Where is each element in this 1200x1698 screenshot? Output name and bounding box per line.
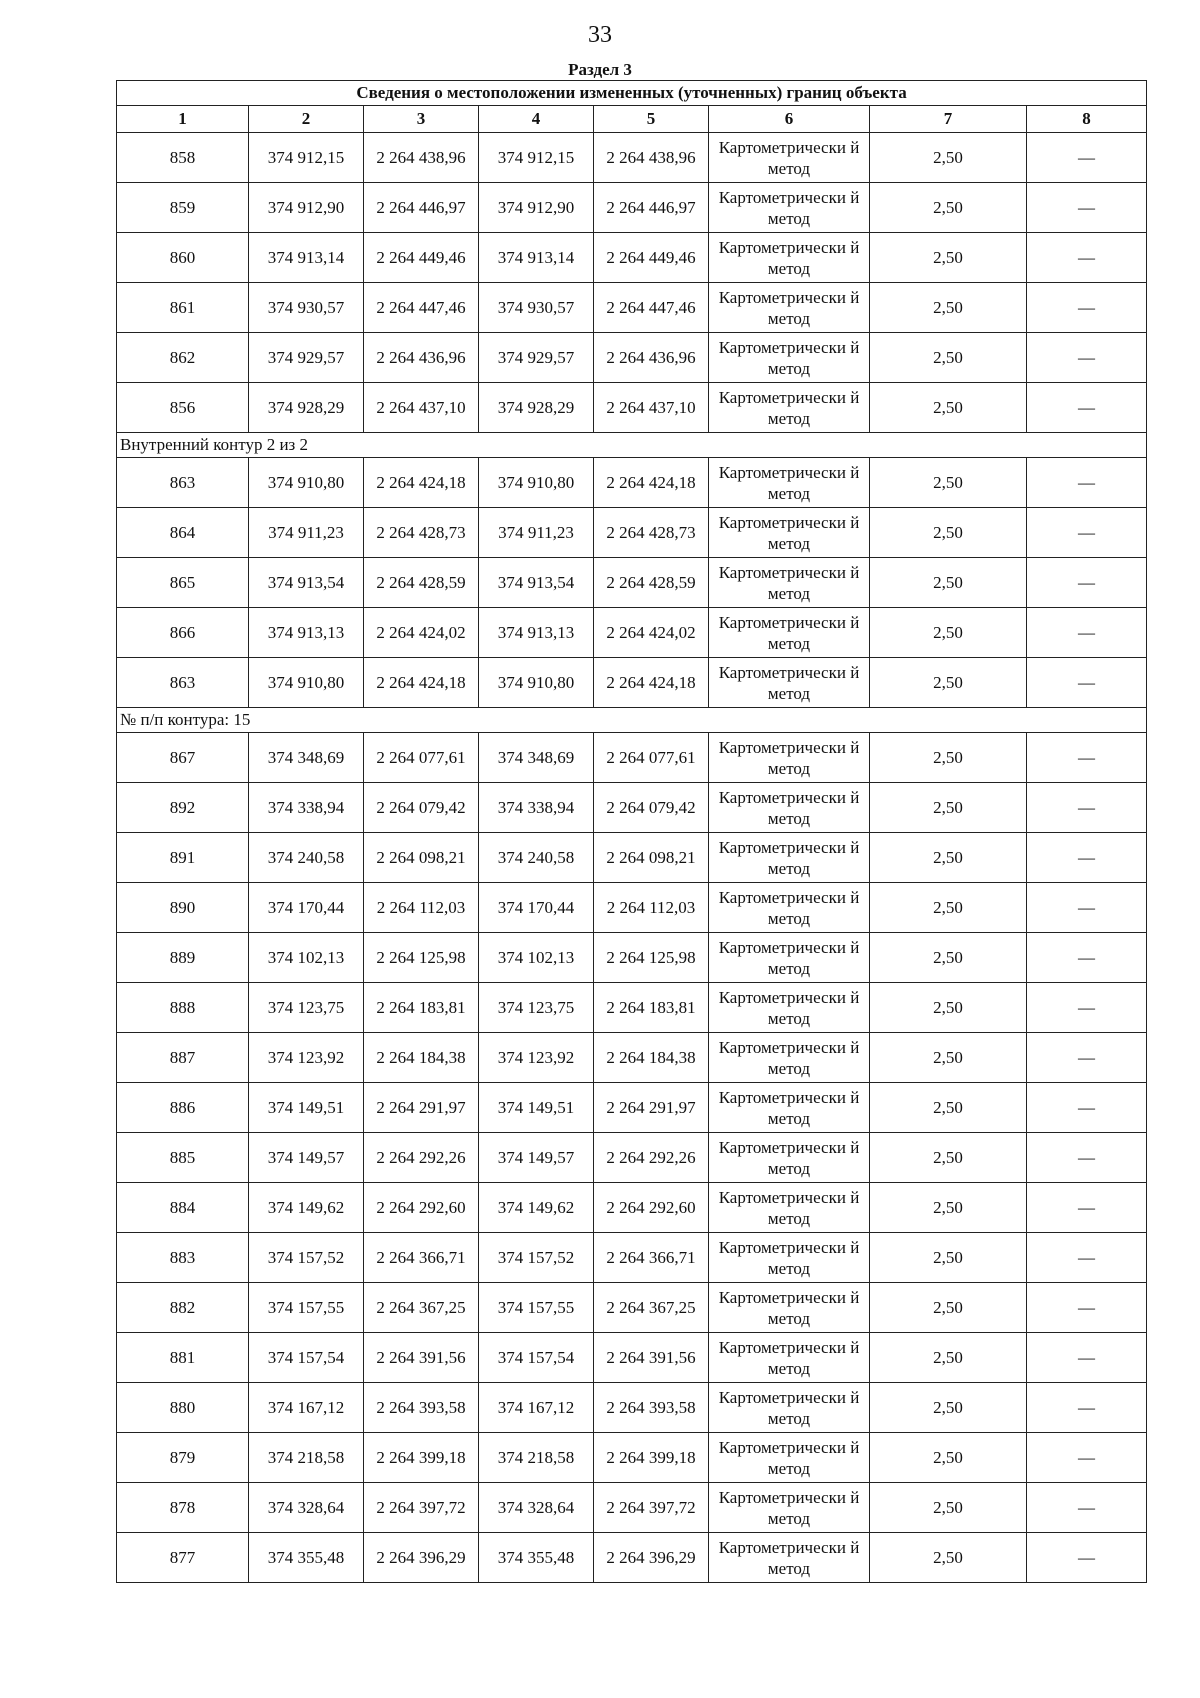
y-new-cell: 2 264 397,72 (594, 1483, 709, 1533)
accuracy-cell: 2,50 (870, 558, 1027, 608)
y-new-cell: 2 264 125,98 (594, 933, 709, 983)
table-row (117, 883, 1147, 933)
y-old-cell: 2 264 079,42 (364, 783, 479, 833)
accuracy-cell: 2,50 (870, 233, 1027, 283)
point-number-cell: 863 (117, 458, 249, 508)
accuracy-cell: 2,50 (870, 883, 1027, 933)
method-cell: Картометрически й метод (709, 733, 870, 783)
x-new-cell: 374 355,48 (479, 1533, 594, 1583)
y-old-cell: 2 264 396,29 (364, 1533, 479, 1583)
method-cell: Картометрически й метод (709, 1033, 870, 1083)
y-old-cell: 2 264 447,46 (364, 283, 479, 333)
accuracy-cell: 2,50 (870, 283, 1027, 333)
table-row (117, 333, 1147, 383)
table-row (117, 508, 1147, 558)
y-old-cell: 2 264 367,25 (364, 1283, 479, 1333)
table-row (117, 1033, 1147, 1083)
description-cell: — (1027, 558, 1147, 608)
accuracy-cell: 2,50 (870, 1033, 1027, 1083)
x-new-cell: 374 338,94 (479, 783, 594, 833)
y-new-cell: 2 264 424,18 (594, 458, 709, 508)
point-number-cell: 878 (117, 1483, 249, 1533)
y-old-cell: 2 264 424,18 (364, 658, 479, 708)
x-new-cell: 374 913,14 (479, 233, 594, 283)
y-new-cell: 2 264 437,10 (594, 383, 709, 433)
point-number-cell: 880 (117, 1383, 249, 1433)
x-old-cell: 374 930,57 (249, 283, 364, 333)
description-cell: — (1027, 883, 1147, 933)
y-old-cell: 2 264 112,03 (364, 883, 479, 933)
description-cell: — (1027, 608, 1147, 658)
point-number-cell: 877 (117, 1533, 249, 1583)
table-row (117, 1233, 1147, 1283)
y-new-cell: 2 264 399,18 (594, 1433, 709, 1483)
point-number-cell: 890 (117, 883, 249, 933)
y-new-cell: 2 264 447,46 (594, 283, 709, 333)
y-new-cell: 2 264 436,96 (594, 333, 709, 383)
page-number: 33 (588, 22, 612, 48)
point-number-cell: 891 (117, 833, 249, 883)
column-number: 8 (1027, 106, 1147, 133)
accuracy-cell: 2,50 (870, 933, 1027, 983)
y-old-cell: 2 264 391,56 (364, 1333, 479, 1383)
table-row (117, 1533, 1147, 1583)
point-number-cell: 885 (117, 1133, 249, 1183)
y-new-cell: 2 264 183,81 (594, 983, 709, 1033)
x-new-cell: 374 929,57 (479, 333, 594, 383)
description-cell: — (1027, 1333, 1147, 1383)
table-row (117, 833, 1147, 883)
y-new-cell: 2 264 428,59 (594, 558, 709, 608)
description-cell: — (1027, 458, 1147, 508)
method-cell: Картометрически й метод (709, 983, 870, 1033)
table-row (117, 233, 1147, 283)
x-new-cell: 374 930,57 (479, 283, 594, 333)
y-new-cell: 2 264 424,02 (594, 608, 709, 658)
y-new-cell: 2 264 396,29 (594, 1533, 709, 1583)
point-number-cell: 863 (117, 658, 249, 708)
y-new-cell: 2 264 098,21 (594, 833, 709, 883)
table-row (117, 733, 1147, 783)
x-old-cell: 374 123,75 (249, 983, 364, 1033)
method-cell: Картометрически й метод (709, 1433, 870, 1483)
y-new-cell: 2 264 292,60 (594, 1183, 709, 1233)
column-number: 1 (117, 106, 249, 133)
table-row (117, 1183, 1147, 1233)
x-old-cell: 374 149,62 (249, 1183, 364, 1233)
contour-header-row (117, 433, 1147, 458)
x-new-cell: 374 911,23 (479, 508, 594, 558)
point-number-cell: 865 (117, 558, 249, 608)
y-new-cell: 2 264 291,97 (594, 1083, 709, 1133)
column-number: 2 (249, 106, 364, 133)
x-new-cell: 374 149,51 (479, 1083, 594, 1133)
x-old-cell: 374 911,23 (249, 508, 364, 558)
method-cell: Картометрически й метод (709, 1333, 870, 1383)
x-old-cell: 374 913,14 (249, 233, 364, 283)
description-cell: — (1027, 1383, 1147, 1433)
x-old-cell: 374 913,13 (249, 608, 364, 658)
y-old-cell: 2 264 446,97 (364, 183, 479, 233)
x-new-cell: 374 157,52 (479, 1233, 594, 1283)
table-row (117, 1433, 1147, 1483)
column-number: 7 (870, 106, 1027, 133)
accuracy-cell: 2,50 (870, 1183, 1027, 1233)
point-number-cell: 886 (117, 1083, 249, 1133)
table-row (117, 1083, 1147, 1133)
y-new-cell: 2 264 367,25 (594, 1283, 709, 1333)
table-row (117, 1283, 1147, 1333)
x-old-cell: 374 910,80 (249, 458, 364, 508)
point-number-cell: 881 (117, 1333, 249, 1383)
method-cell: Картометрически й метод (709, 783, 870, 833)
y-old-cell: 2 264 437,10 (364, 383, 479, 433)
table-row (117, 383, 1147, 433)
accuracy-cell: 2,50 (870, 1233, 1027, 1283)
x-new-cell: 374 348,69 (479, 733, 594, 783)
boundary-coordinates-table (116, 80, 1147, 1583)
point-number-cell: 883 (117, 1233, 249, 1283)
table-row (117, 1333, 1147, 1383)
description-cell: — (1027, 1283, 1147, 1333)
point-number-cell: 864 (117, 508, 249, 558)
table-row (117, 983, 1147, 1033)
method-cell: Картометрически й метод (709, 933, 870, 983)
y-old-cell: 2 264 399,18 (364, 1433, 479, 1483)
point-number-cell: 879 (117, 1433, 249, 1483)
x-old-cell: 374 218,58 (249, 1433, 364, 1483)
description-cell: — (1027, 983, 1147, 1033)
y-old-cell: 2 264 292,60 (364, 1183, 479, 1233)
y-old-cell: 2 264 291,97 (364, 1083, 479, 1133)
method-cell: Картометрически й метод (709, 508, 870, 558)
method-cell: Картометрически й метод (709, 133, 870, 183)
x-old-cell: 374 929,57 (249, 333, 364, 383)
point-number-cell: 859 (117, 183, 249, 233)
y-new-cell: 2 264 393,58 (594, 1383, 709, 1433)
y-new-cell: 2 264 449,46 (594, 233, 709, 283)
accuracy-cell: 2,50 (870, 508, 1027, 558)
accuracy-cell: 2,50 (870, 1383, 1027, 1433)
x-old-cell: 374 328,64 (249, 1483, 364, 1533)
x-old-cell: 374 157,54 (249, 1333, 364, 1383)
method-cell: Картометрически й метод (709, 1083, 870, 1133)
table-row (117, 133, 1147, 183)
x-old-cell: 374 338,94 (249, 783, 364, 833)
point-number-cell: 858 (117, 133, 249, 183)
method-cell: Картометрически й метод (709, 183, 870, 233)
table-body (117, 133, 1147, 1583)
contour-header-row (117, 708, 1147, 733)
table-row (117, 608, 1147, 658)
description-cell: — (1027, 283, 1147, 333)
description-cell: — (1027, 1133, 1147, 1183)
point-number-cell: 861 (117, 283, 249, 333)
point-number-cell: 856 (117, 383, 249, 433)
accuracy-cell: 2,50 (870, 608, 1027, 658)
accuracy-cell: 2,50 (870, 833, 1027, 883)
table-row (117, 658, 1147, 708)
y-new-cell: 2 264 391,56 (594, 1333, 709, 1383)
table-caption: Сведения о местоположении измененных (уточненных) границ объекта (117, 81, 1147, 106)
point-number-cell: 866 (117, 608, 249, 658)
method-cell: Картометрически й метод (709, 1233, 870, 1283)
accuracy-cell: 2,50 (870, 383, 1027, 433)
x-old-cell: 374 928,29 (249, 383, 364, 433)
method-cell: Картометрически й метод (709, 1383, 870, 1433)
table-row (117, 558, 1147, 608)
y-old-cell: 2 264 184,38 (364, 1033, 479, 1083)
x-old-cell: 374 149,57 (249, 1133, 364, 1183)
accuracy-cell: 2,50 (870, 133, 1027, 183)
accuracy-cell: 2,50 (870, 733, 1027, 783)
x-old-cell: 374 240,58 (249, 833, 364, 883)
y-old-cell: 2 264 393,58 (364, 1383, 479, 1433)
x-new-cell: 374 170,44 (479, 883, 594, 933)
table-row (117, 783, 1147, 833)
x-old-cell: 374 910,80 (249, 658, 364, 708)
y-new-cell: 2 264 424,18 (594, 658, 709, 708)
x-old-cell: 374 913,54 (249, 558, 364, 608)
section-title: Раздел 3 (568, 60, 632, 79)
accuracy-cell: 2,50 (870, 983, 1027, 1033)
description-cell: — (1027, 1483, 1147, 1533)
accuracy-cell: 2,50 (870, 333, 1027, 383)
y-new-cell: 2 264 446,97 (594, 183, 709, 233)
x-new-cell: 374 167,12 (479, 1383, 594, 1433)
method-cell: Картометрически й метод (709, 1533, 870, 1583)
table-row (117, 183, 1147, 233)
x-new-cell: 374 910,80 (479, 658, 594, 708)
y-new-cell: 2 264 112,03 (594, 883, 709, 933)
description-cell: — (1027, 1433, 1147, 1483)
method-cell: Картометрически й метод (709, 608, 870, 658)
accuracy-cell: 2,50 (870, 183, 1027, 233)
method-cell: Картометрически й метод (709, 458, 870, 508)
accuracy-cell: 2,50 (870, 658, 1027, 708)
x-old-cell: 374 170,44 (249, 883, 364, 933)
point-number-cell: 892 (117, 783, 249, 833)
point-number-cell: 882 (117, 1283, 249, 1333)
y-new-cell: 2 264 438,96 (594, 133, 709, 183)
x-new-cell: 374 123,75 (479, 983, 594, 1033)
point-number-cell: 889 (117, 933, 249, 983)
y-new-cell: 2 264 184,38 (594, 1033, 709, 1083)
contour-label: Внутренний контур 2 из 2 (117, 433, 1147, 458)
description-cell: — (1027, 233, 1147, 283)
x-new-cell: 374 157,54 (479, 1333, 594, 1383)
x-old-cell: 374 149,51 (249, 1083, 364, 1133)
method-cell: Картометрически й метод (709, 658, 870, 708)
x-new-cell: 374 102,13 (479, 933, 594, 983)
description-cell: — (1027, 833, 1147, 883)
accuracy-cell: 2,50 (870, 1333, 1027, 1383)
description-cell: — (1027, 1533, 1147, 1583)
y-old-cell: 2 264 098,21 (364, 833, 479, 883)
description-cell: — (1027, 183, 1147, 233)
x-old-cell: 374 355,48 (249, 1533, 364, 1583)
y-new-cell: 2 264 079,42 (594, 783, 709, 833)
column-number-row (117, 106, 1147, 133)
point-number-cell: 884 (117, 1183, 249, 1233)
y-new-cell: 2 264 292,26 (594, 1133, 709, 1183)
accuracy-cell: 2,50 (870, 1433, 1027, 1483)
description-cell: — (1027, 933, 1147, 983)
method-cell: Картометрически й метод (709, 233, 870, 283)
table-row (117, 933, 1147, 983)
x-new-cell: 374 913,54 (479, 558, 594, 608)
y-old-cell: 2 264 449,46 (364, 233, 479, 283)
y-old-cell: 2 264 125,98 (364, 933, 479, 983)
method-cell: Картометрически й метод (709, 283, 870, 333)
table-row (117, 1383, 1147, 1433)
column-number: 5 (594, 106, 709, 133)
description-cell: — (1027, 783, 1147, 833)
description-cell: — (1027, 1183, 1147, 1233)
table-row (117, 1483, 1147, 1533)
x-new-cell: 374 149,57 (479, 1133, 594, 1183)
y-old-cell: 2 264 397,72 (364, 1483, 479, 1533)
method-cell: Картометрически й метод (709, 383, 870, 433)
x-new-cell: 374 157,55 (479, 1283, 594, 1333)
x-old-cell: 374 348,69 (249, 733, 364, 783)
accuracy-cell: 2,50 (870, 458, 1027, 508)
x-old-cell: 374 157,52 (249, 1233, 364, 1283)
table-row (117, 1133, 1147, 1183)
method-cell: Картометрически й метод (709, 1183, 870, 1233)
x-old-cell: 374 102,13 (249, 933, 364, 983)
description-cell: — (1027, 1083, 1147, 1133)
x-new-cell: 374 123,92 (479, 1033, 594, 1083)
column-number: 3 (364, 106, 479, 133)
y-old-cell: 2 264 428,73 (364, 508, 479, 558)
x-old-cell: 374 157,55 (249, 1283, 364, 1333)
method-cell: Картометрически й метод (709, 1483, 870, 1533)
table-row (117, 458, 1147, 508)
x-old-cell: 374 912,15 (249, 133, 364, 183)
y-old-cell: 2 264 424,18 (364, 458, 479, 508)
y-new-cell: 2 264 428,73 (594, 508, 709, 558)
x-old-cell: 374 167,12 (249, 1383, 364, 1433)
y-new-cell: 2 264 366,71 (594, 1233, 709, 1283)
point-number-cell: 860 (117, 233, 249, 283)
description-cell: — (1027, 133, 1147, 183)
description-cell: — (1027, 1033, 1147, 1083)
y-new-cell: 2 264 077,61 (594, 733, 709, 783)
description-cell: — (1027, 333, 1147, 383)
x-new-cell: 374 240,58 (479, 833, 594, 883)
description-cell: — (1027, 508, 1147, 558)
accuracy-cell: 2,50 (870, 1133, 1027, 1183)
x-new-cell: 374 928,29 (479, 383, 594, 433)
point-number-cell: 867 (117, 733, 249, 783)
x-new-cell: 374 912,90 (479, 183, 594, 233)
y-old-cell: 2 264 292,26 (364, 1133, 479, 1183)
accuracy-cell: 2,50 (870, 1483, 1027, 1533)
x-new-cell: 374 912,15 (479, 133, 594, 183)
method-cell: Картометрически й метод (709, 833, 870, 883)
y-old-cell: 2 264 436,96 (364, 333, 479, 383)
x-new-cell: 374 149,62 (479, 1183, 594, 1233)
point-number-cell: 862 (117, 333, 249, 383)
y-old-cell: 2 264 366,71 (364, 1233, 479, 1283)
contour-label: № п/п контура: 15 (117, 708, 1147, 733)
method-cell: Картометрически й метод (709, 558, 870, 608)
method-cell: Картометрически й метод (709, 1133, 870, 1183)
y-old-cell: 2 264 183,81 (364, 983, 479, 1033)
x-new-cell: 374 913,13 (479, 608, 594, 658)
x-new-cell: 374 910,80 (479, 458, 594, 508)
description-cell: — (1027, 733, 1147, 783)
method-cell: Картометрически й метод (709, 1283, 870, 1333)
description-cell: — (1027, 658, 1147, 708)
column-number: 4 (479, 106, 594, 133)
method-cell: Картометрически й метод (709, 883, 870, 933)
table-row (117, 283, 1147, 333)
y-old-cell: 2 264 424,02 (364, 608, 479, 658)
description-cell: — (1027, 1233, 1147, 1283)
y-old-cell: 2 264 428,59 (364, 558, 479, 608)
accuracy-cell: 2,50 (870, 1533, 1027, 1583)
x-old-cell: 374 123,92 (249, 1033, 364, 1083)
y-old-cell: 2 264 077,61 (364, 733, 479, 783)
point-number-cell: 887 (117, 1033, 249, 1083)
y-old-cell: 2 264 438,96 (364, 133, 479, 183)
description-cell: — (1027, 383, 1147, 433)
point-number-cell: 888 (117, 983, 249, 1033)
x-old-cell: 374 912,90 (249, 183, 364, 233)
x-new-cell: 374 218,58 (479, 1433, 594, 1483)
method-cell: Картометрически й метод (709, 333, 870, 383)
column-number: 6 (709, 106, 870, 133)
accuracy-cell: 2,50 (870, 1083, 1027, 1133)
accuracy-cell: 2,50 (870, 1283, 1027, 1333)
accuracy-cell: 2,50 (870, 783, 1027, 833)
x-new-cell: 374 328,64 (479, 1483, 594, 1533)
